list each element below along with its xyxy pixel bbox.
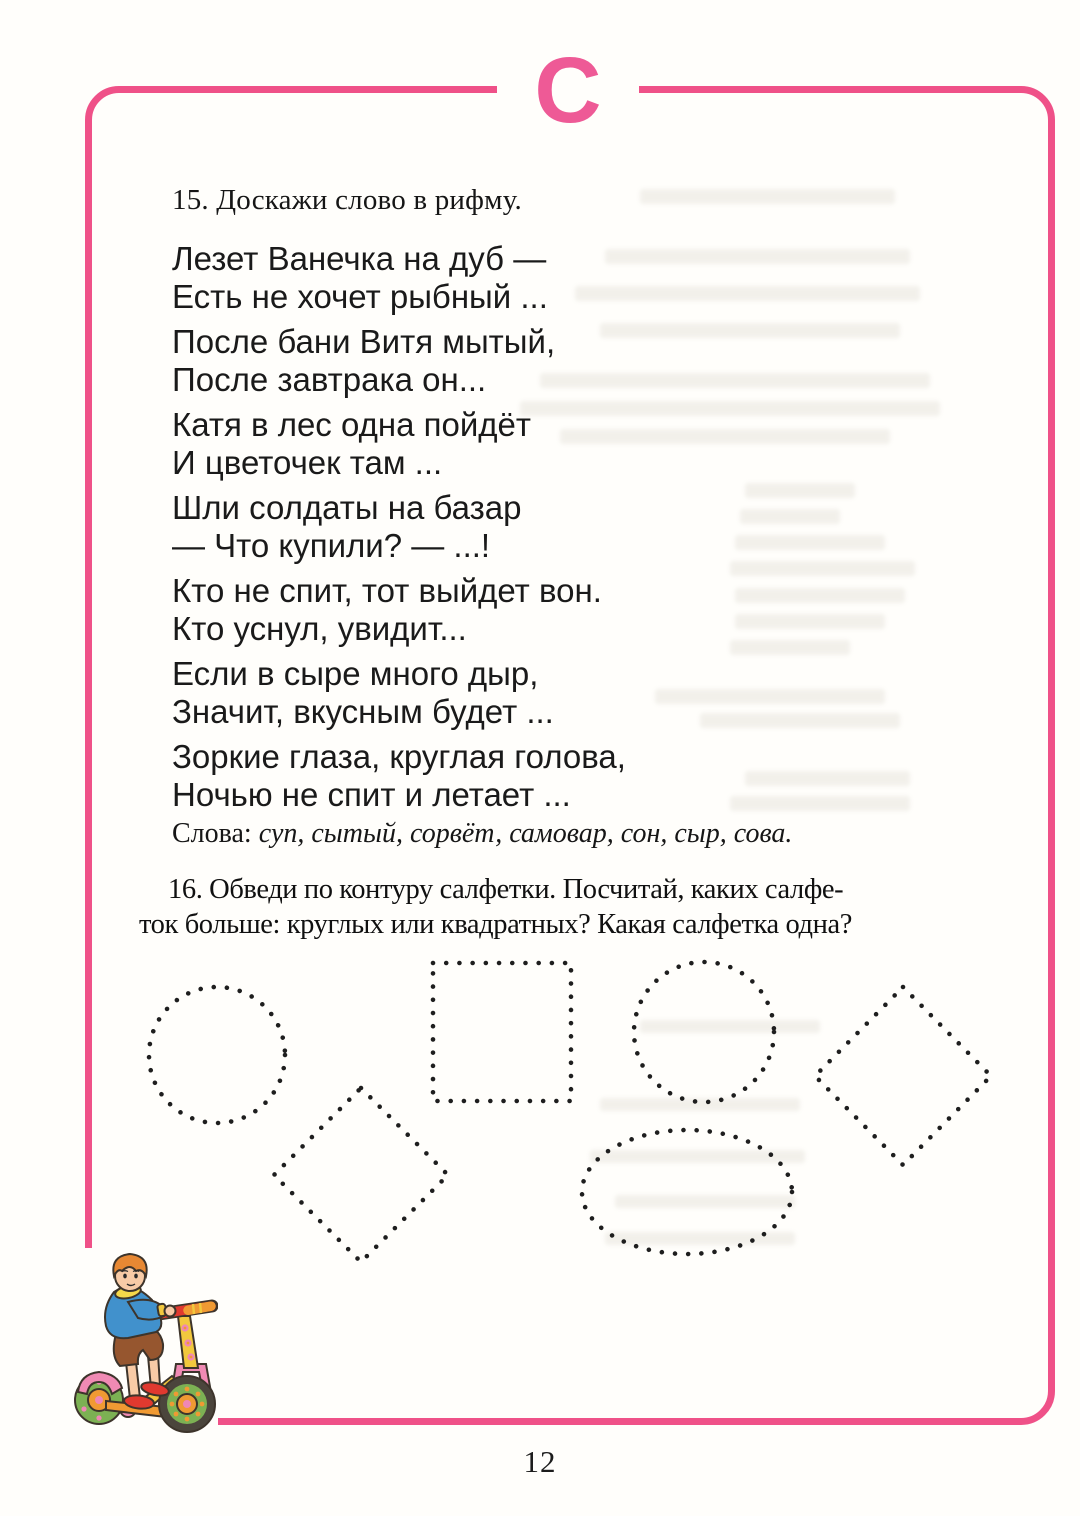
couplet [172,323,626,399]
poem-line: Если в сыре много дыр, [172,655,539,692]
couplet [172,406,626,482]
poem-line: Кто не спит, тот выйдет вон. [172,572,602,609]
task15-title: 15. Доскажи слово в рифму. [172,184,522,216]
poem-line: Зоркие глаза, круглая голова, [172,738,626,775]
poem-line: Шли солдаты на базар [172,489,522,526]
poem-line: Кто уснул, увидит... [172,610,467,647]
couplet [172,655,626,731]
poem-line: После бани Витя мытый, [172,323,556,360]
poem-line: — Что купили? — ...! [172,527,491,564]
couplet [172,572,626,648]
couplet [172,738,626,814]
couplet [172,489,626,565]
task16-text [139,872,957,942]
task16-line1: 16. Обведи по контуру салфетки. Посчитай, каких салфе- [168,874,844,905]
poem-line: Лезет Ванечка на дуб — [172,240,547,277]
couplet [172,240,626,316]
poem-line: Ночью не спит и летает ... [172,776,571,813]
words-label: Слова: [172,818,252,849]
task15-poem [172,240,626,821]
poem-line: Есть не хочет рыбный ... [172,278,548,315]
section-letter: С [534,38,602,142]
poem-line: После завтрака он... [172,361,487,398]
task15-answer-words [172,818,792,850]
page-number: 12 [523,1444,557,1479]
poem-line: Значит, вкусным будет ... [172,693,554,730]
words-list: суп, сытый, сорвёт, самовар, сон, сыр, сова. [258,818,793,849]
boy-on-scooter-illustration [66,1248,218,1434]
hand [165,1306,176,1317]
poem-line: И цветочек там ... [172,444,443,481]
task16-line2: ток больше: круглых или квадратных? Какая салфетка одна? [139,909,853,940]
poem-line: Катя в лес одна пойдёт [172,406,531,443]
